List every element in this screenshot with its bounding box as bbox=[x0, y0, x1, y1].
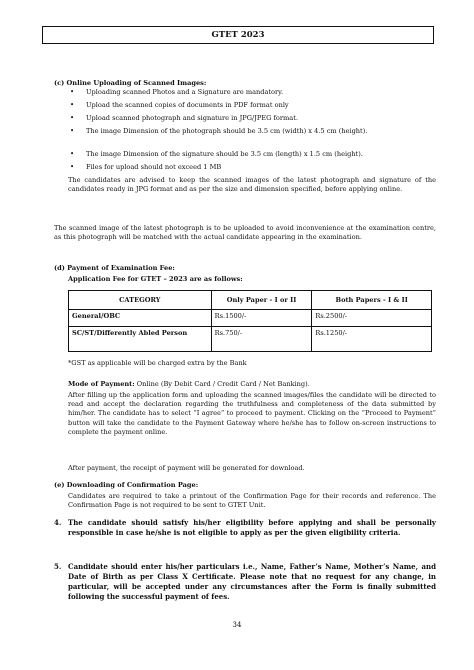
table-cell-category: General/OBC bbox=[69, 310, 212, 327]
bullet-icon: • bbox=[70, 127, 75, 135]
photo-note: The scanned image of the latest photograph is to be uploaded to avoid inconvenience at the examination centre, as this photograph will be matched with the actual candidate appearing in the examination. bbox=[54, 224, 436, 242]
fee-table-caption: Application Fee for GTET – 2023 are as follows: bbox=[68, 275, 243, 283]
confirmation-page-note: Candidates are required to take a printout of the Confirmation Page for their records and reference. The Confirmation Page is not required to be sent to GTET Unit. bbox=[68, 492, 436, 510]
bullet-item: Uploading scanned Photos and a Signature are mandatory. bbox=[86, 88, 284, 96]
payment-mode-value: Online (By Debit Card / Credit Card / Net Banking). bbox=[134, 380, 310, 388]
column-header-category: CATEGORY bbox=[69, 291, 212, 310]
upload-advice: The candidates are advised to keep the scanned images of the latest photograph and signature of the candidates ready in JPG format and as per the size and dimension specified, before applying online. bbox=[68, 176, 436, 194]
section-d-heading: (d) Payment of Examination Fee: bbox=[54, 264, 175, 272]
bullet-icon: • bbox=[70, 163, 75, 171]
column-header-single-paper: Only Paper - I or II bbox=[211, 291, 312, 310]
fee-table-header bbox=[69, 291, 432, 310]
table-row bbox=[69, 310, 432, 327]
bullet-icon: • bbox=[70, 114, 75, 122]
point-5-number: 5. bbox=[54, 562, 62, 571]
fee-table bbox=[68, 290, 432, 352]
particulars-note: Candidate should enter his/her particulars i.e., Name, Father’s Name, Mother’s Name, and Date of Birth as per Class X Certificate. Please note that no request for any change, in particular, will be accepted under any circumstances after the Form is finally submitted following the successful payment of fees. bbox=[68, 562, 436, 601]
column-header-both-papers: Both Papers - I & II bbox=[312, 291, 432, 310]
table-cell-fee: Rs.1250/- bbox=[312, 327, 432, 352]
gst-note: *GST as applicable will be charged extra by the Bank bbox=[68, 359, 247, 367]
section-e-heading: (e) Downloading of Confirmation Page: bbox=[54, 481, 199, 489]
bullet-item: Files for upload should not exceed 1 MB bbox=[86, 163, 222, 171]
payment-mode bbox=[68, 380, 436, 389]
bullet-item: Upload scanned photograph and signature in JPG/JPEG format. bbox=[86, 114, 298, 122]
bullet-icon: • bbox=[70, 101, 75, 109]
bullet-icon: • bbox=[70, 150, 75, 158]
bullet-item: Upload the scanned copies of documents in PDF format only bbox=[86, 101, 289, 109]
point-4-number: 4. bbox=[54, 518, 62, 527]
page-number: 34 bbox=[232, 621, 242, 629]
table-cell-fee: Rs.750/- bbox=[211, 327, 312, 352]
bullet-item: The image Dimension of the photograph should be 3.5 cm (width) x 4.5 cm (height). bbox=[86, 127, 368, 135]
payment-instructions: After filling up the application form and uploading the scanned images/files the candidate will be directed to read and accept the declaration regarding the truthfulness and completeness of the data submitted by him/her. The candidate has to select “I agree” to proceed to payment. Clicking on the “Proceed to Payment” button will take the candidate to the Payment Gateway where he/she has to follow on-screen instructions to complete the payment online. bbox=[68, 391, 436, 436]
bullet-item: The image Dimension of the signature should be 3.5 cm (length) x 1.5 cm (height). bbox=[86, 150, 363, 158]
table-row bbox=[69, 327, 432, 352]
page-header: GTET 2023 bbox=[42, 26, 434, 44]
table-cell-category: SC/ST/Differently Abled Person bbox=[69, 327, 212, 352]
eligibility-note: The candidate should satisfy his/her eligibility before applying and shall be personally responsible in case he/she is not eligible to apply as per the given eligibility criteria. bbox=[68, 518, 436, 537]
section-c-heading: (c) Online Uploading of Scanned Images: bbox=[54, 79, 207, 87]
payment-mode-label: Mode of Payment: bbox=[68, 380, 135, 388]
table-cell-fee: Rs.2500/- bbox=[312, 310, 432, 327]
receipt-note: After payment, the receipt of payment will be generated for download. bbox=[68, 464, 305, 472]
table-cell-fee: Rs.1500/- bbox=[211, 310, 312, 327]
bullet-icon: • bbox=[70, 88, 75, 96]
